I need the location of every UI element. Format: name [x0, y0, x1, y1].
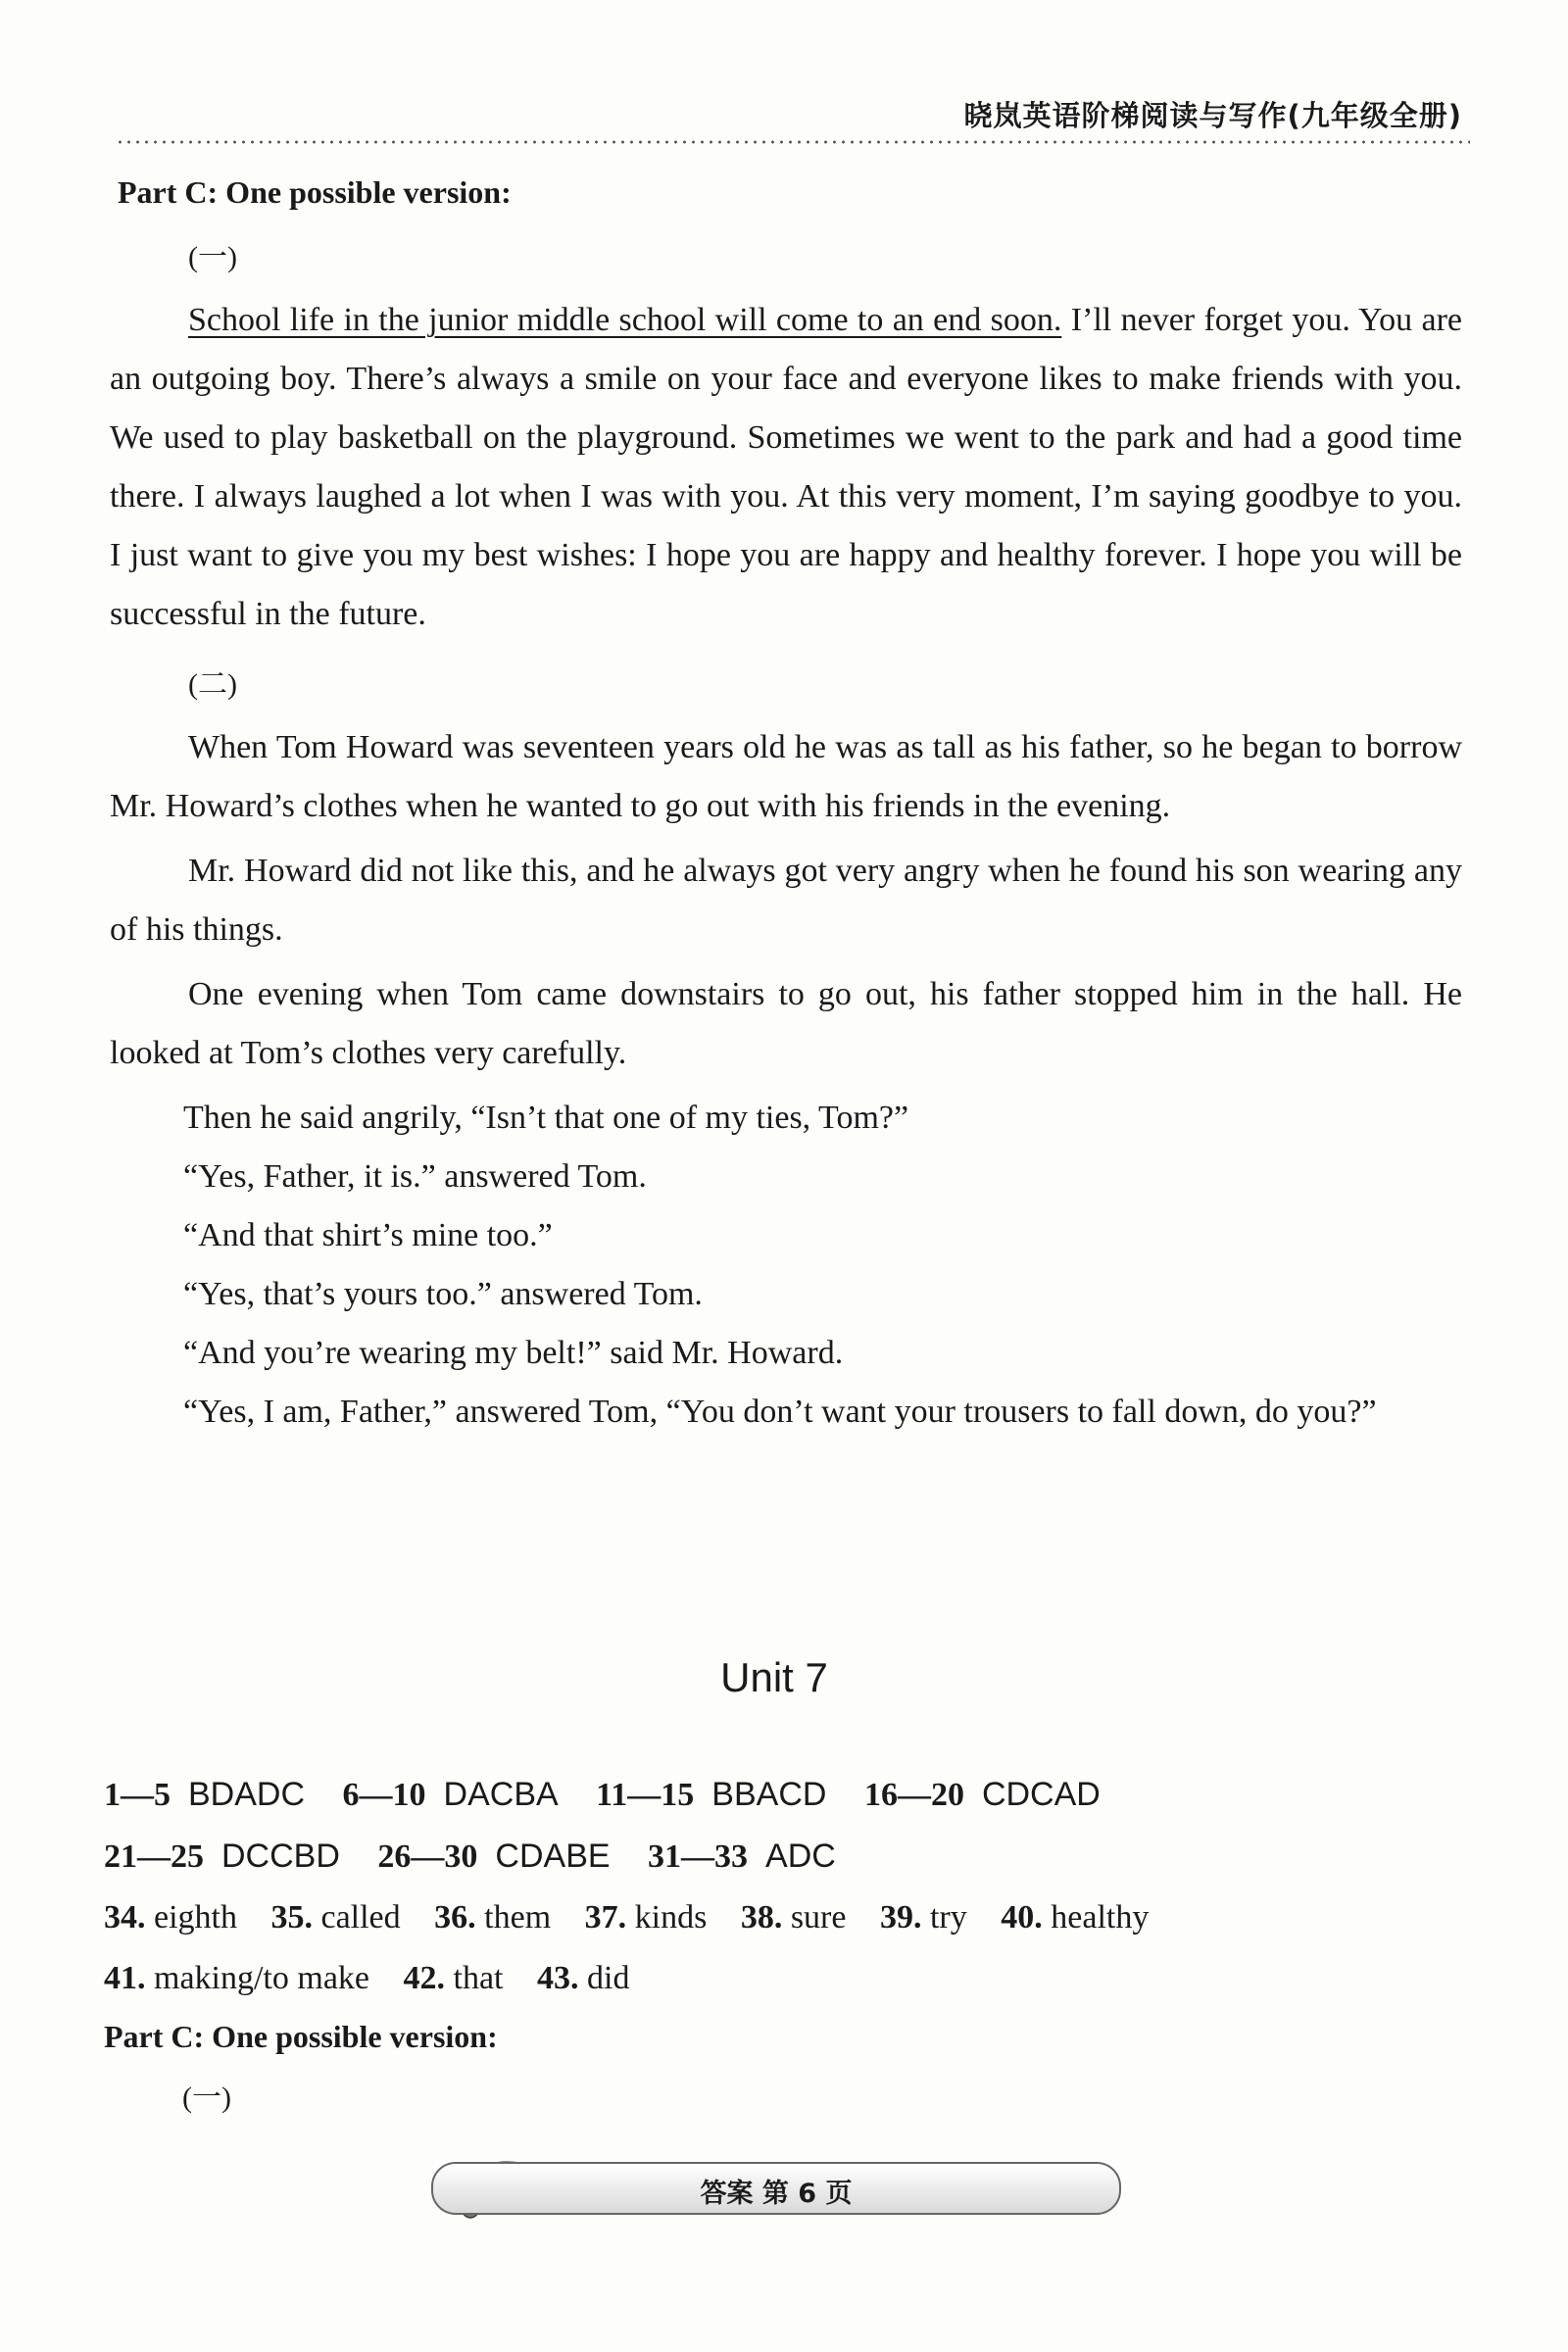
answer-row-2	[104, 1826, 1174, 1887]
fill-word: making/to make	[154, 1960, 370, 1996]
part-c-heading: Part C: One possible version:	[118, 174, 512, 210]
fill-number: 42.	[403, 1960, 446, 1996]
story-paragraph: When Tom Howard was seventeen years old he was as tall as his father, so he began to borrow Mr. Howard’s clothes when he wanted to go out with his friends in the evening.	[110, 729, 1462, 824]
essay-one-underlined-sentence: School life in the junior middle school will come to an end soon.	[188, 302, 1062, 338]
answer-range: 16—20	[863, 1777, 964, 1813]
page-number-label: 答案 第 6 页	[700, 2179, 853, 2209]
dialogue-line: “Yes, Father, it is.” answered Tom.	[183, 1158, 647, 1195]
dialogue-line: Then he said angrily, “Isn’t that one of my ties, Tom?”	[183, 1100, 909, 1136]
answer-values: BBACD	[711, 1776, 827, 1813]
fill-answer	[1001, 1887, 1149, 1948]
fill-number: 37.	[584, 1899, 627, 1936]
answer-range: 21—25	[104, 1838, 204, 1875]
fill-answer	[880, 1887, 967, 1948]
answer-group	[596, 1764, 826, 1826]
fill-answer	[537, 1948, 629, 2009]
fill-number: 39.	[879, 1899, 922, 1936]
answer-values: DACBA	[443, 1776, 559, 1813]
answer-values: CDABE	[495, 1838, 611, 1875]
fill-number: 41.	[104, 1960, 146, 1996]
answer-group	[377, 1826, 610, 1887]
footer-banner	[431, 2162, 1121, 2215]
answer-range: 1—5	[104, 1777, 171, 1813]
answer-values: DCCBD	[221, 1838, 340, 1875]
fill-number: 35.	[270, 1899, 313, 1936]
page-content	[110, 174, 1462, 1442]
section-one-label-2: (一)	[182, 2082, 231, 2114]
unit-title: Unit 7	[720, 1654, 828, 1700]
dialogue-line: “And that shirt’s mine too.”	[183, 1217, 553, 1253]
fill-number: 40.	[1001, 1899, 1043, 1936]
fill-answer	[585, 1887, 708, 1948]
answer-values: ADC	[765, 1838, 836, 1875]
header-dotted-rule	[116, 139, 1470, 145]
answer-group	[864, 1764, 1101, 1826]
answer-values: CDCAD	[981, 1776, 1101, 1813]
answer-range: 6—10	[342, 1777, 426, 1813]
story-paragraph: One evening when Tom came downstairs to go out, his father stopped him in the hall. He looked at Tom’s clothes very carefully.	[110, 976, 1462, 1071]
answer-group	[648, 1826, 836, 1887]
fill-word: eighth	[154, 1899, 237, 1936]
fill-answer	[104, 1887, 237, 1948]
fill-answer	[104, 1948, 369, 2009]
fill-word: them	[484, 1899, 552, 1936]
story-paragraph: Mr. Howard did not like this, and he always got very angry when he found his son wearing any of his things.	[110, 853, 1462, 948]
fill-number: 43.	[537, 1960, 579, 1996]
fill-answer	[741, 1887, 847, 1948]
fill-word: healthy	[1051, 1899, 1150, 1936]
answer-range: 31—33	[648, 1838, 749, 1875]
part-c-heading-2: Part C: One possible version:	[104, 2019, 498, 2054]
fill-word: kinds	[634, 1899, 708, 1936]
answer-range: 26—30	[377, 1838, 478, 1875]
answer-row-3	[104, 1887, 1174, 1948]
fill-word: did	[587, 1960, 630, 1996]
answer-group	[104, 1826, 340, 1887]
fill-number: 36.	[434, 1899, 476, 1936]
dialogue-line: “Yes, that’s yours too.” answered Tom.	[183, 1276, 703, 1312]
answer-values: BDADC	[188, 1776, 306, 1813]
answer-range: 11—15	[596, 1777, 695, 1813]
fill-word: sure	[790, 1899, 847, 1936]
dialogue-line: “Yes, I am, Father,” answered Tom, “You don’t want your trousers to fall down, do you?”	[183, 1394, 1377, 1430]
fill-number: 34.	[104, 1899, 146, 1936]
fill-answer	[434, 1887, 551, 1948]
section-one-label: (一)	[188, 241, 237, 273]
essay-one-paragraph	[110, 291, 1462, 644]
answer-row-4	[104, 1948, 1174, 2009]
fill-answer	[270, 1887, 400, 1948]
section-two-label: (二)	[188, 668, 237, 701]
answer-group	[343, 1764, 559, 1826]
answer-row-1	[104, 1764, 1174, 1826]
fill-word: that	[453, 1960, 504, 1996]
essay-one-rest: I’ll never forget you. You are an outgoing boy. There’s always a smile on your face and everyone likes to make friends with you. We used to play basketball on the playground. Sometimes we went to the park and had a good time there. I always laughed a lot when I was with you. At this very moment, I’m saying goodbye to you. I just want to give you my best wishes: I hope you are happy and healthy forever. I hope you will be successful in the future.	[110, 302, 1462, 632]
answer-group	[104, 1764, 305, 1826]
dialogue-line: “And you’re wearing my belt!” said Mr. Howard.	[183, 1335, 844, 1371]
fill-word: try	[929, 1899, 967, 1936]
answer-key	[104, 1764, 1174, 2116]
fill-answer	[404, 1948, 504, 2009]
fill-number: 38.	[740, 1899, 783, 1936]
header-title: 晓岚英语阶梯阅读与写作(九年级全册)	[963, 99, 1462, 132]
fill-word: called	[320, 1899, 401, 1936]
